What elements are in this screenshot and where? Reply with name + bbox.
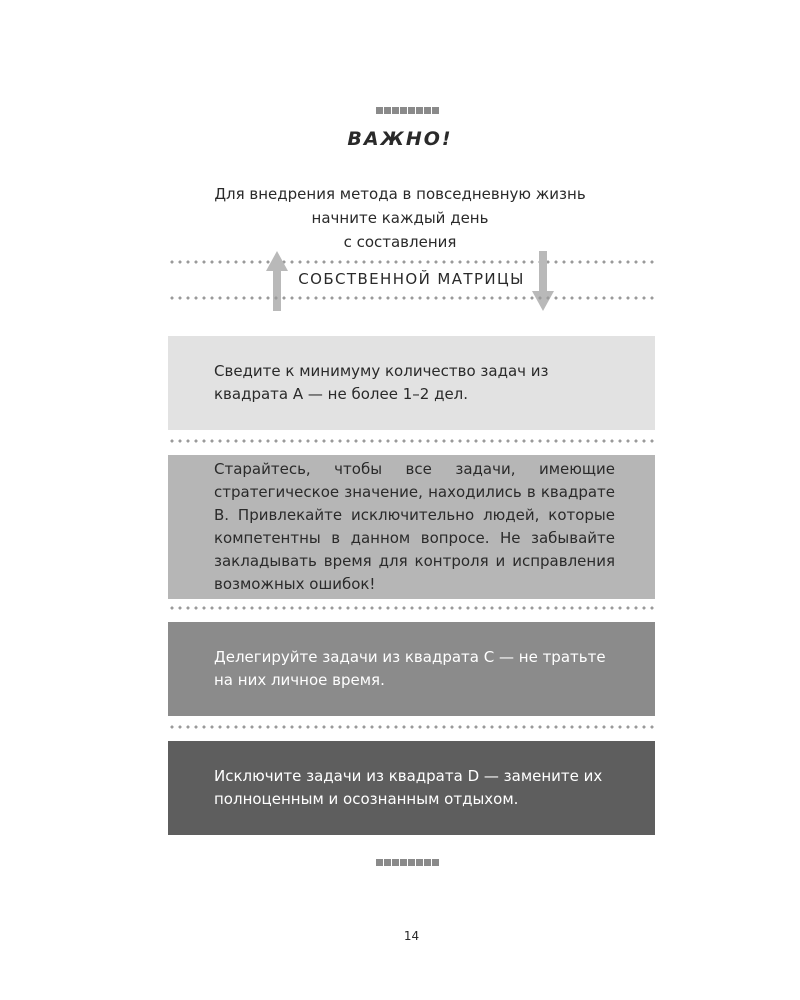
box-square-d — [168, 741, 655, 835]
dotted-divider — [168, 606, 655, 610]
dotted-divider — [168, 439, 655, 443]
intro-line-3: с составления — [343, 233, 457, 251]
dotted-divider — [168, 260, 655, 264]
page-number: 14 — [403, 929, 420, 943]
box-square-c — [168, 622, 655, 716]
intro-text — [0, 182, 800, 254]
intro-line-1: Для внедрения метода в повседневную жизнь — [214, 185, 586, 203]
page-heading: ВАЖНО! — [347, 128, 453, 150]
bottom-ornament-icon — [376, 859, 439, 866]
box-square-b — [168, 455, 655, 599]
box-text: Делегируйте задачи из квадрата С — не тратьте на них личное время. — [214, 648, 606, 689]
dotted-divider — [168, 296, 655, 300]
box-text: Сведите к минимуму количество задач из квадрата А — не более 1–2 дел. — [214, 362, 549, 403]
box-text: Исключите задачи из квадрата D — замените их полноценным и осознанным отдыхом. — [214, 767, 603, 808]
box-square-a — [168, 336, 655, 430]
top-ornament-icon — [376, 107, 439, 114]
banner-text: СОБСТВЕННОЙ МАТРИЦЫ — [298, 270, 525, 288]
intro-line-2: начните каждый день — [311, 209, 489, 227]
arrow-down-icon — [532, 251, 554, 311]
dotted-divider — [168, 725, 655, 729]
box-text: Старайтесь, чтобы все задачи, имеющие стратегическое значение, находились в квадрате В. Привлекайте исключительно людей, которые компетентны в данном вопросе. Не забывайте закладывать время для контроля и исправления возможных ошибок! — [214, 460, 615, 593]
